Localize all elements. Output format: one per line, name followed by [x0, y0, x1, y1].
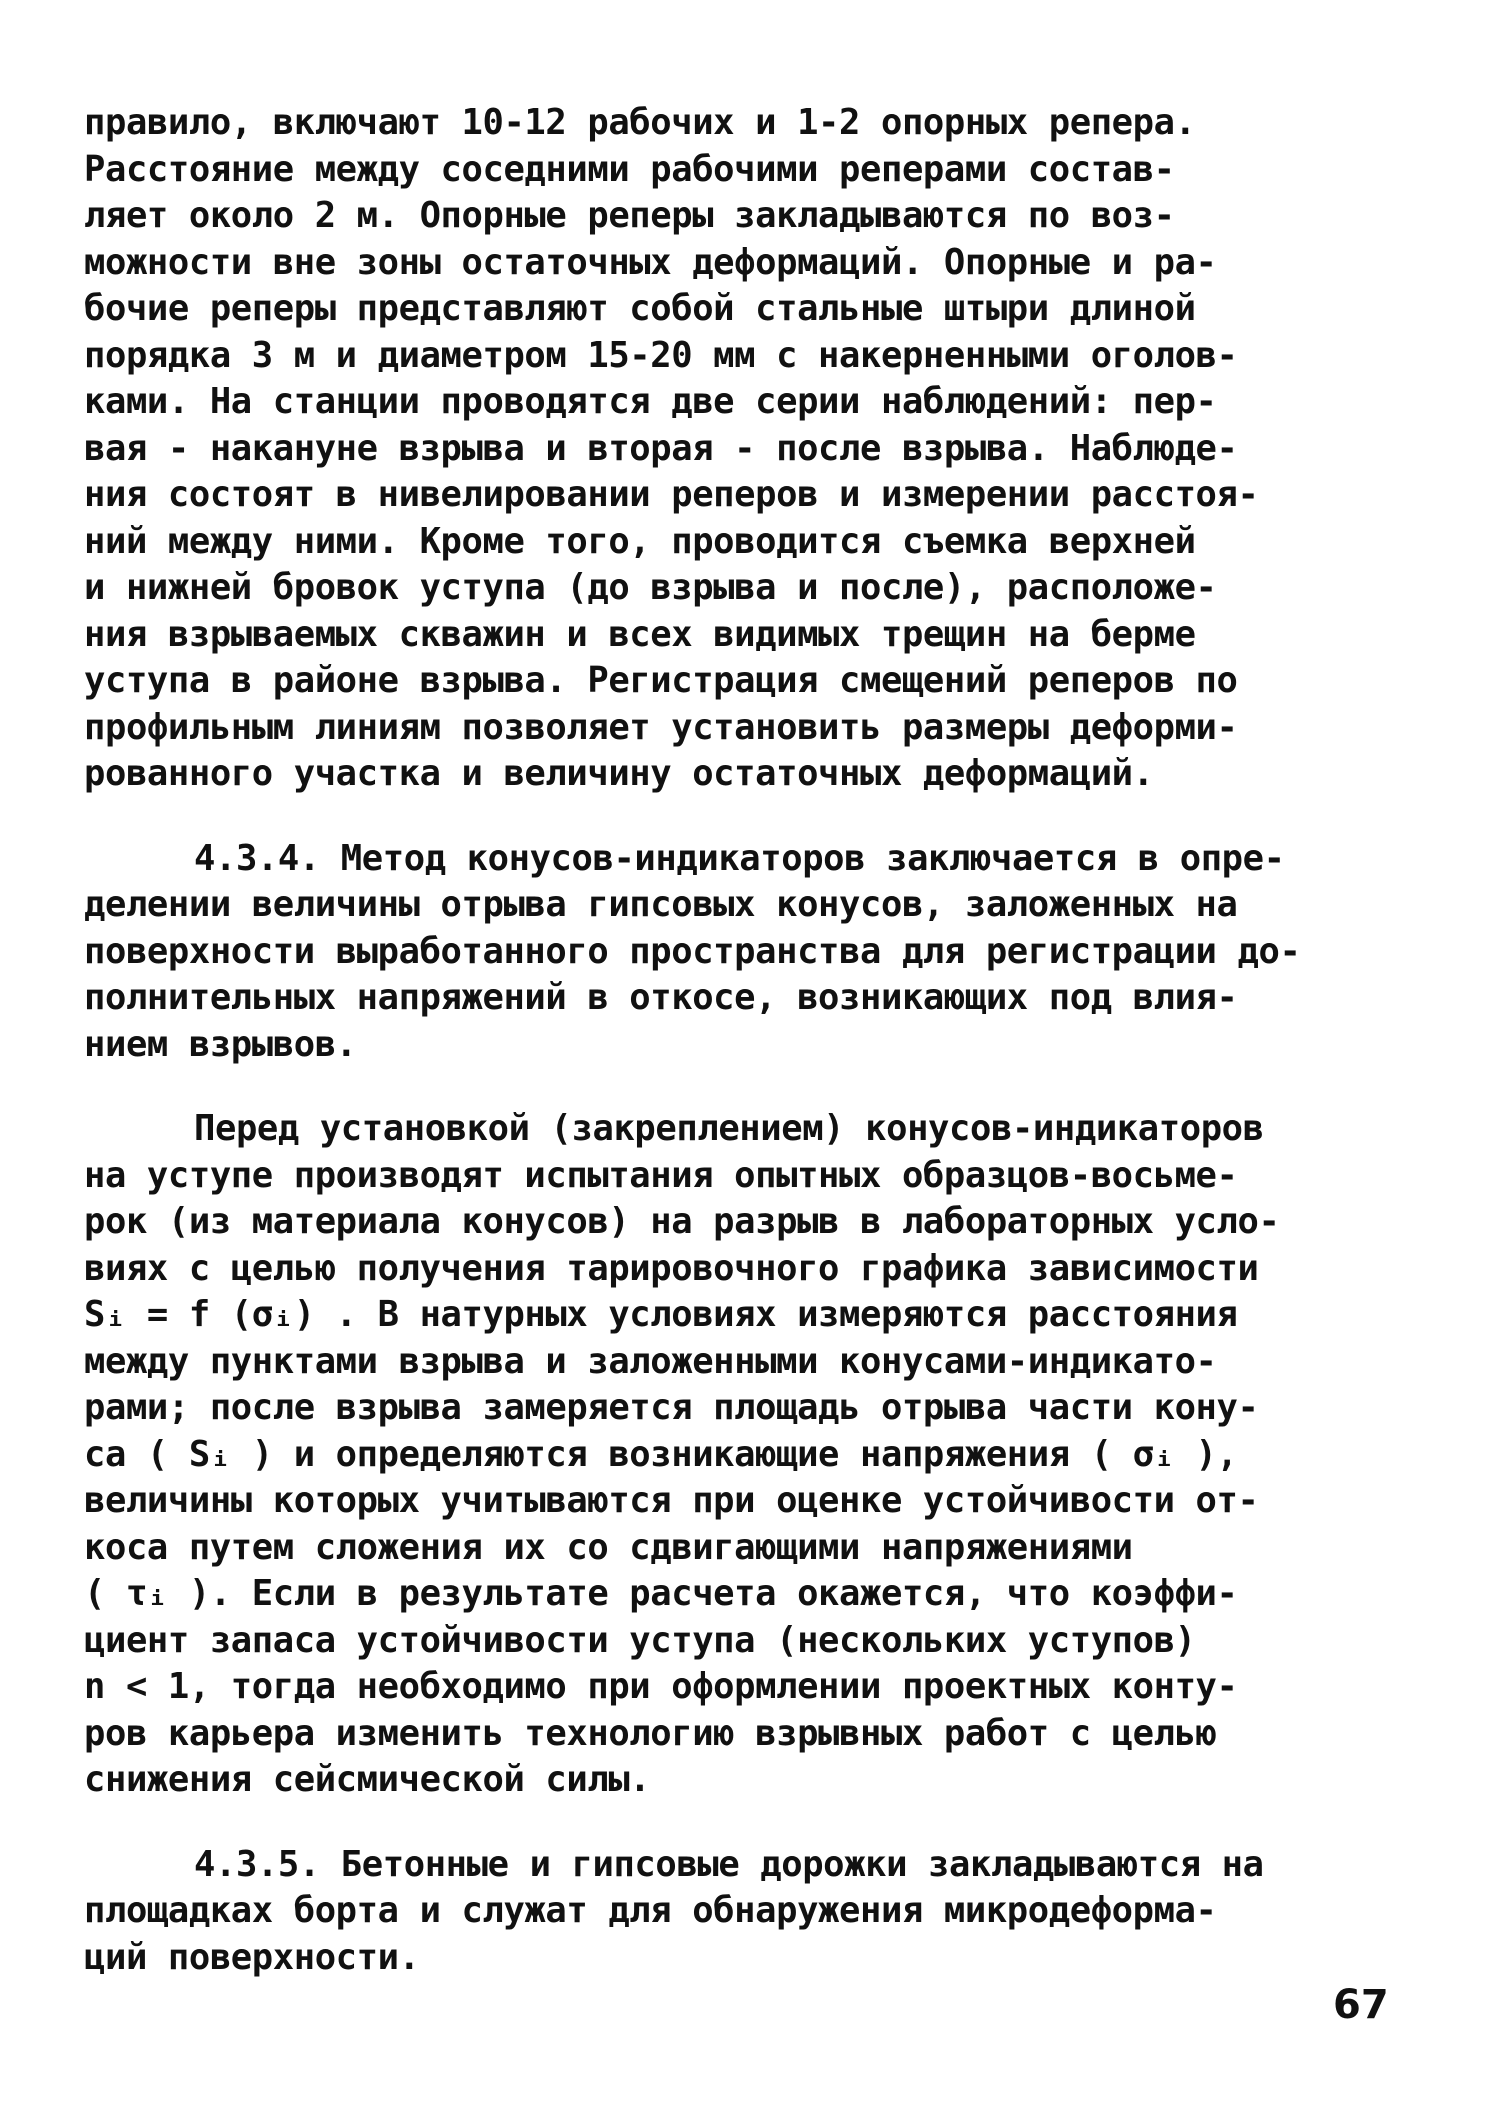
text-line: ров карьера изменить технологию взрывных работ с целью: [84, 1712, 1217, 1754]
text-line: полнительных напряжений в откосе, возникающих под влия-: [84, 977, 1238, 1018]
text-line: и нижней бровок уступа (до взрыва и после), расположе-: [84, 567, 1217, 608]
text-line: коса путем сложения их со сдвигающими напряжениями: [84, 1526, 1133, 1568]
paragraph-spacer: [84, 798, 1429, 836]
text-line: на уступе производят испытания опытных образцов-восьме-: [84, 1154, 1238, 1196]
text-line: снижения сейсмической силы.: [84, 1759, 651, 1800]
paragraph-3: [84, 1106, 1429, 1804]
text-line: ( τᵢ ). Если в результате расчета окажется, что коэффи-: [84, 1573, 1238, 1614]
paragraph-2-section-4-3-4: [84, 836, 1429, 1069]
text-line: ций поверхности.: [84, 1936, 420, 1978]
text-line: между пунктами взрыва и заложенными конусами-индикато-: [84, 1340, 1217, 1382]
text-line: величины которых учитываются при оценке устойчивости от-: [84, 1480, 1259, 1521]
paragraph-spacer: [84, 1804, 1429, 1842]
text-line-first: 4.3.5. Бетонные и гипсовые дорожки закладываются на: [194, 1843, 1264, 1885]
text-line: ками. На станции проводятся две серии наблюдений: пер-: [84, 381, 1217, 422]
text-line: ния состоят в нивелировании реперов и измерении расстоя-: [84, 474, 1259, 515]
page-number: 67: [1333, 1982, 1389, 2028]
text-line: профильным линиям позволяет установить размеры деформи-: [84, 706, 1238, 748]
text-line: правило, включают 10-12 рабочих и 1-2 опорных репера.: [84, 102, 1196, 143]
text-line: поверхности выработанного пространства для регистрации до-: [84, 930, 1301, 972]
text-line-first: Перед установкой (закреплением) конусов-индикаторов: [194, 1108, 1264, 1149]
paragraph-spacer: [84, 1068, 1429, 1106]
formula-line: Sᵢ = f (σᵢ) . В натурных условиях измеряются расстояния: [84, 1294, 1238, 1335]
text-line-first: 4.3.4. Метод конусов-индикаторов заключается в опре-: [194, 837, 1285, 879]
text-line: рок (из материала конусов) на разрыв в лабораторных усло-: [84, 1201, 1280, 1242]
text-line: ния взрываемых скважин и всех видимых трещин на берме: [84, 613, 1196, 655]
text-line: рами; после взрыва замеряется площадь отрыва части кону-: [84, 1387, 1259, 1428]
document-page: [84, 100, 1429, 1981]
text-line: нием взрывов.: [84, 1023, 357, 1065]
text-line: можности вне зоны остаточных деформаций. Опорные и ра-: [84, 241, 1217, 283]
paragraph-1: [84, 100, 1429, 798]
text-line: циент запаса устойчивости уступа (нескольких уступов): [84, 1619, 1196, 1661]
text-line: площадках борта и служат для обнаружения микродеформа-: [84, 1890, 1217, 1931]
text-line: уступа в районе взрыва. Регистрация смещений реперов по: [84, 660, 1238, 701]
text-line: ний между ними. Кроме того, проводится съемка верхней: [84, 520, 1196, 562]
text-line: бочие реперы представляют собой стальные штыри длиной: [84, 288, 1196, 329]
text-line: виях с целью получения тарировочного графика зависимости: [84, 1247, 1259, 1289]
text-line: порядка 3 м и диаметром 15-20 мм с накерненными оголов-: [84, 334, 1238, 376]
text-line: са ( Sᵢ ) и определяются возникающие напряжения ( σᵢ ),: [84, 1433, 1238, 1475]
text-line: n < 1, тогда необходимо при оформлении проектных конту-: [84, 1666, 1238, 1707]
text-line: рованного участка и величину остаточных деформаций.: [84, 753, 1154, 794]
text-line: ляет около 2 м. Опорные реперы закладываются по воз-: [84, 195, 1175, 236]
text-line: Расстояние между соседними рабочими реперами состав-: [84, 148, 1175, 190]
paragraph-4-section-4-3-5: [84, 1842, 1429, 1982]
text-line: делении величины отрыва гипсовых конусов, заложенных на: [84, 884, 1238, 925]
text-line: вая - накануне взрыва и вторая - после взрыва. Наблюде-: [84, 427, 1238, 469]
